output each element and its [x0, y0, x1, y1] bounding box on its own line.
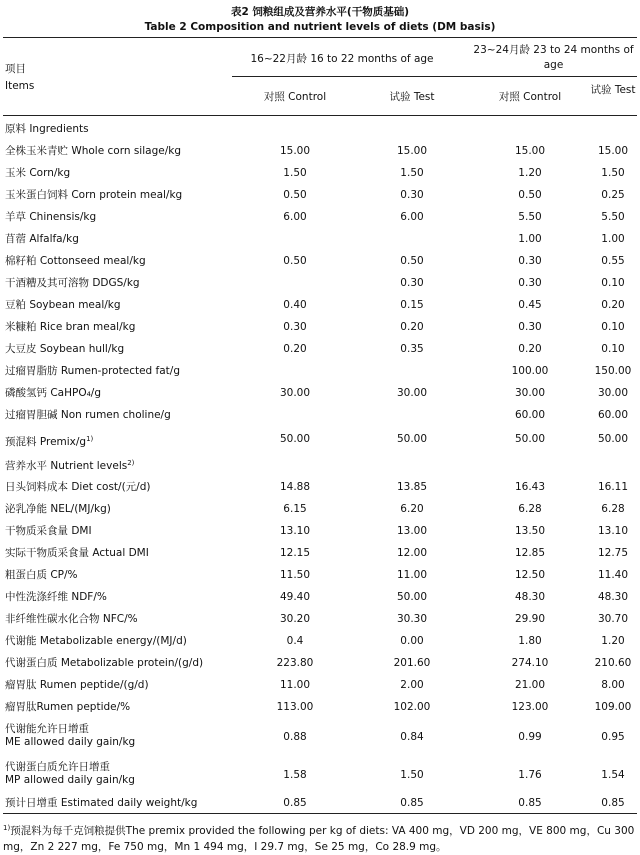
- table-row: [0, 631, 640, 653]
- table-row: [0, 361, 640, 383]
- row-label: 磷酸氢钙 CaHPO₄/g: [5, 387, 102, 399]
- table-row: [0, 477, 640, 499]
- row-label: 营养水平 Nutrient levels: [5, 460, 128, 472]
- cell-value-col4: 5.50: [601, 211, 625, 223]
- cell-value-col1: 11.00: [279, 679, 311, 691]
- bottom-rule: [3, 813, 637, 814]
- col-header-control-1: 对照 Control: [263, 91, 327, 103]
- table-title-cn: 表2 饲粮组成及营养水平(干物质基础): [230, 6, 410, 18]
- cell-value-col4: 6.28: [601, 503, 625, 515]
- cell-value-col2: 13.85: [396, 481, 428, 493]
- row-label-wrap: [5, 433, 93, 449]
- cell-value-col2: 50.00: [396, 591, 428, 603]
- row-label: 瘤胃肽 Rumen peptide/(g/d): [5, 679, 149, 691]
- cell-value-col3: 1.80: [518, 635, 542, 647]
- group-rule: [232, 76, 637, 77]
- table-row: [0, 383, 640, 405]
- row-label: 米糠粕 Rice bran meal/kg: [5, 321, 136, 333]
- cell-value-col4: 150.00: [594, 365, 632, 377]
- group-header-23-24: 23~24月龄 23 to 24 months of age: [473, 44, 634, 71]
- cell-value-col3: 30.00: [514, 387, 546, 399]
- cell-value-col2: 0.30: [400, 189, 424, 201]
- cell-value-col1: 49.40: [279, 591, 311, 603]
- row-label: 玉米 Corn/kg: [5, 167, 71, 179]
- cell-value-col1: 223.80: [276, 657, 314, 669]
- group-header-16-22: 16~22月龄 16 to 22 months of age: [250, 53, 434, 65]
- cell-value-col3: 21.00: [514, 679, 546, 691]
- row-label: 全株玉米青贮 Whole corn silage/kg: [5, 145, 181, 157]
- table-row: [0, 675, 640, 697]
- row-label: 预混料 Premix/g: [5, 436, 87, 448]
- cell-value-col3: 48.30: [514, 591, 546, 603]
- cell-value-col2: 30.30: [396, 613, 428, 625]
- cell-value-col3: 274.10: [511, 657, 549, 669]
- cell-value-col2: 30.00: [396, 387, 428, 399]
- table-row: [0, 163, 640, 185]
- cell-value-col3: 16.43: [514, 481, 546, 493]
- row-label: 大豆皮 Soybean hull/kg: [5, 343, 125, 355]
- cell-value-col4: 13.10: [597, 525, 629, 537]
- cell-value-col4: 48.30: [597, 591, 629, 603]
- col-header-test-1: 试验 Test: [389, 91, 435, 103]
- cell-value-col2: 0.20: [400, 321, 424, 333]
- cell-value-col2: 13.00: [396, 525, 428, 537]
- row-label: 预计日增重 Estimated daily weight/kg: [5, 797, 198, 809]
- table-row: [0, 405, 640, 427]
- table-row: [0, 141, 640, 163]
- table-row: [0, 317, 640, 339]
- cell-value-col1: 0.30: [283, 321, 307, 333]
- cell-value-col3: 123.00: [511, 701, 549, 713]
- cell-value-col4: 16.11: [597, 481, 629, 493]
- cell-value-col2: 0.15: [400, 299, 424, 311]
- cell-value-col2: 0.30: [400, 277, 424, 289]
- table-row: [0, 521, 640, 543]
- cell-value-col3: 5.50: [518, 211, 542, 223]
- row-label: 豆粕 Soybean meal/kg: [5, 299, 121, 311]
- cell-value-col4: 8.00: [601, 679, 625, 691]
- cell-value-col3: 50.00: [514, 433, 546, 445]
- cell-value-col1: 1.58: [283, 769, 307, 781]
- cell-value-col3: 0.85: [518, 797, 542, 809]
- cell-value-col3: 0.30: [518, 277, 542, 289]
- table-row: [0, 295, 640, 317]
- table-row: [0, 697, 640, 719]
- cell-value-col2: 12.00: [396, 547, 428, 559]
- cell-value-col4: 0.85: [601, 797, 625, 809]
- cell-value-col4: 11.40: [597, 569, 629, 581]
- table-row: [0, 273, 640, 295]
- items-header-en: Items: [5, 80, 35, 92]
- cell-value-col4: 30.00: [597, 387, 629, 399]
- cell-value-col4: 1.20: [601, 635, 625, 647]
- table-row: [0, 207, 640, 229]
- cell-value-col3: 0.30: [518, 255, 542, 267]
- table-row: [0, 185, 640, 207]
- row-label: 泌乳净能 NEL/(MJ/kg): [5, 503, 111, 515]
- cell-value-col1: 50.00: [279, 433, 311, 445]
- cell-value-col3: 6.28: [518, 503, 542, 515]
- table-row: [0, 499, 640, 521]
- cell-value-col4: 15.00: [597, 145, 629, 157]
- cell-value-col4: 0.20: [601, 299, 625, 311]
- row-label: 瘤胃肽Rumen peptide/%: [5, 701, 131, 713]
- cell-value-col4: 50.00: [597, 433, 629, 445]
- cell-value-col1: 113.00: [276, 701, 314, 713]
- footnote-text: 预混料为每千克饲粮提供The premix provided the following per kg of diets: VA 400 mg，VD 200 mg，VE 800 mg，Cu 300 mg，Zn 2 227 mg，Fe 750 mg，Mn 1 494 mg，I 29.7 mg，Se 25 mg，Co 28.9 mg。: [3, 825, 635, 853]
- table-row: [0, 609, 640, 631]
- cell-value-col3: 0.45: [518, 299, 542, 311]
- table-row: [0, 339, 640, 361]
- cell-value-col2: 0.50: [400, 255, 424, 267]
- cell-value-col4: 1.50: [601, 167, 625, 179]
- cell-value-col1: 0.50: [283, 255, 307, 267]
- cell-value-col1: 12.15: [279, 547, 311, 559]
- cell-value-col2: 1.50: [400, 769, 424, 781]
- cell-value-col1: 1.50: [283, 167, 307, 179]
- cell-value-col4: 1.54: [601, 769, 625, 781]
- row-label: 过瘤胃脂肪 Rumen-protected fat/g: [5, 365, 181, 377]
- row-label: 代谢能 Metabolizable energy/(MJ/d): [5, 635, 187, 647]
- row-label: 代谢蛋白质允许日增重 MP allowed daily gain/kg: [5, 761, 135, 786]
- cell-value-col3: 12.50: [514, 569, 546, 581]
- cell-value-col2: 102.00: [393, 701, 431, 713]
- table-row: [0, 759, 640, 786]
- cell-value-col1: 13.10: [279, 525, 311, 537]
- table-row: [0, 565, 640, 587]
- cell-value-col1: 30.20: [279, 613, 311, 625]
- cell-value-col4: 1.00: [601, 233, 625, 245]
- row-label: 玉米蛋白饲料 Corn protein meal/kg: [5, 189, 183, 201]
- cell-value-col1: 6.00: [283, 211, 307, 223]
- row-label-footnote-marker: 1): [86, 435, 94, 443]
- cell-value-col2: 0.35: [400, 343, 424, 355]
- cell-value-col4: 12.75: [597, 547, 629, 559]
- cell-value-col3: 60.00: [514, 409, 546, 421]
- cell-value-col3: 29.90: [514, 613, 546, 625]
- cell-value-col1: 0.4: [286, 635, 304, 647]
- row-label: 粗蛋白质 CP/%: [5, 569, 78, 581]
- row-label: 干物质采食量 DMI: [5, 525, 92, 537]
- cell-value-col2: 2.00: [400, 679, 424, 691]
- cell-value-col4: 0.10: [601, 343, 625, 355]
- items-header-cn: 项目: [5, 63, 26, 75]
- cell-value-col2: 15.00: [396, 145, 428, 157]
- cell-value-col1: 0.88: [283, 731, 307, 743]
- row-label: 代谢能允许日增重 ME allowed daily gain/kg: [5, 723, 136, 748]
- top-rule: [3, 37, 637, 38]
- cell-value-col3: 1.00: [518, 233, 542, 245]
- cell-value-col4: 0.10: [601, 277, 625, 289]
- table-row: [0, 543, 640, 565]
- row-label: 非纤维性碳水化合物 NFC/%: [5, 613, 138, 625]
- cell-value-col3: 15.00: [514, 145, 546, 157]
- cell-value-col1: 0.20: [283, 343, 307, 355]
- row-label: 干酒糟及其可溶物 DDGS/kg: [5, 277, 140, 289]
- cell-value-col1: 0.85: [283, 797, 307, 809]
- cell-value-col4: 109.00: [594, 701, 632, 713]
- cell-value-col2: 6.00: [400, 211, 424, 223]
- row-label: 过瘤胃胆碱 Non rumen choline/g: [5, 409, 171, 421]
- cell-value-col1: 0.40: [283, 299, 307, 311]
- table-row: [0, 229, 640, 251]
- cell-value-col4: 210.60: [594, 657, 632, 669]
- row-label: 中性洗涤纤维 NDF/%: [5, 591, 107, 603]
- cell-value-col3: 0.50: [518, 189, 542, 201]
- cell-value-col2: 0.84: [400, 731, 424, 743]
- cell-value-col4: 0.95: [601, 731, 625, 743]
- table-row: [0, 453, 640, 475]
- col-header-control-2: 对照 Control: [498, 91, 562, 103]
- table-row: [0, 653, 640, 675]
- cell-value-col2: 0.00: [400, 635, 424, 647]
- table-row: [0, 721, 640, 748]
- footnote-marker: 1): [3, 824, 11, 832]
- cell-value-col3: 0.30: [518, 321, 542, 333]
- table-row: [0, 429, 640, 451]
- footnote: [3, 820, 635, 855]
- cell-value-col3: 12.85: [514, 547, 546, 559]
- cell-value-col3: 1.20: [518, 167, 542, 179]
- cell-value-col2: 6.20: [400, 503, 424, 515]
- table-row: [0, 587, 640, 609]
- cell-value-col4: 30.70: [597, 613, 629, 625]
- cell-value-col1: 11.50: [279, 569, 311, 581]
- table-row: [0, 793, 640, 815]
- cell-value-col2: 0.85: [400, 797, 424, 809]
- header-rule: [3, 115, 637, 116]
- cell-value-col2: 50.00: [396, 433, 428, 445]
- cell-value-col1: 6.15: [283, 503, 307, 515]
- cell-value-col3: 100.00: [511, 365, 549, 377]
- cell-value-col4: 0.25: [601, 189, 625, 201]
- cell-value-col3: 1.76: [518, 769, 542, 781]
- cell-value-col1: 0.50: [283, 189, 307, 201]
- cell-value-col3: 0.20: [518, 343, 542, 355]
- row-label: 棉籽粕 Cottonseed meal/kg: [5, 255, 146, 267]
- row-label: 代谢蛋白质 Metabolizable protein/(g/d): [5, 657, 204, 669]
- table-row: [0, 251, 640, 273]
- row-label: 日头饲料成本 Diet cost/(元/d): [5, 481, 151, 493]
- row-label: 羊草 Chinensis/kg: [5, 211, 97, 223]
- row-label: 原料 Ingredients: [5, 123, 89, 135]
- row-label-wrap: [5, 457, 134, 473]
- row-label-footnote-marker: 2): [127, 459, 135, 467]
- cell-value-col4: 60.00: [597, 409, 629, 421]
- cell-value-col4: 0.55: [601, 255, 625, 267]
- table-title-en: Table 2 Composition and nutrient levels of diets (DM basis): [144, 21, 496, 33]
- table-row: [0, 119, 640, 141]
- cell-value-col3: 0.99: [518, 731, 542, 743]
- row-label: 苜蓿 Alfalfa/kg: [5, 233, 79, 245]
- cell-value-col3: 13.50: [514, 525, 546, 537]
- cell-value-col1: 15.00: [279, 145, 311, 157]
- cell-value-col1: 14.88: [279, 481, 311, 493]
- cell-value-col2: 201.60: [393, 657, 431, 669]
- cell-value-col1: 30.00: [279, 387, 311, 399]
- col-header-test-2: 试验 Test: [590, 84, 636, 96]
- cell-value-col2: 1.50: [400, 167, 424, 179]
- row-label: 实际干物质采食量 Actual DMI: [5, 547, 149, 559]
- cell-value-col4: 0.10: [601, 321, 625, 333]
- cell-value-col2: 11.00: [396, 569, 428, 581]
